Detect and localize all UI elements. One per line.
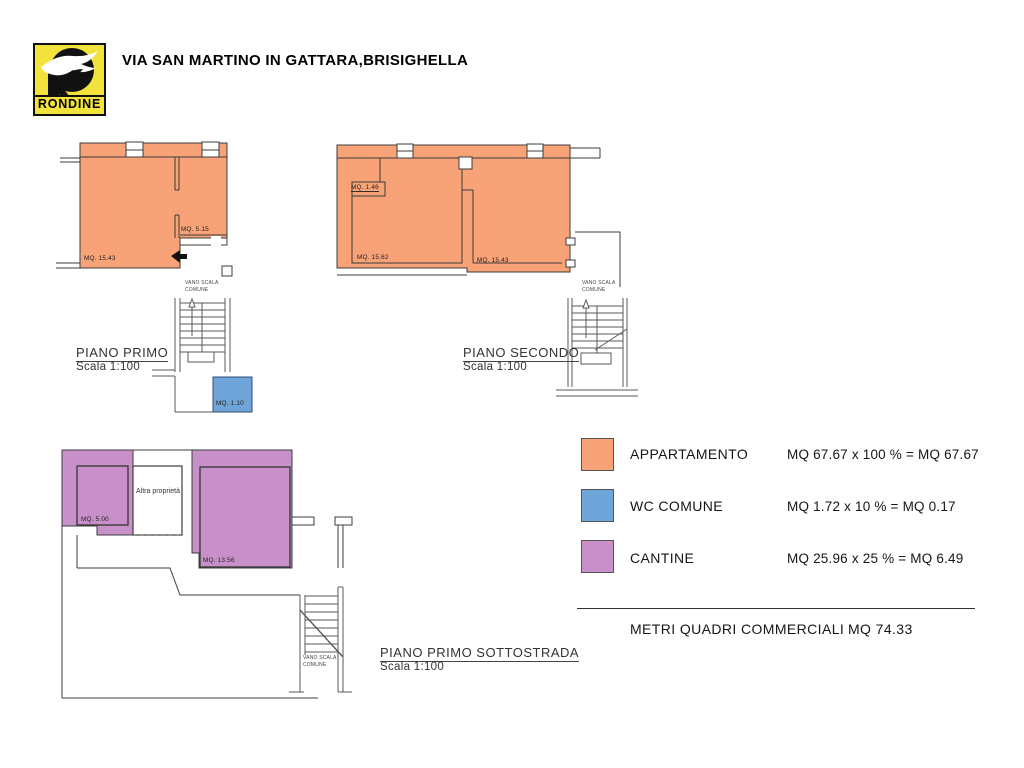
- legend-label: APPARTAMENTO: [630, 446, 749, 462]
- stairwell-label: VANO SCALA COMUNE: [582, 280, 616, 293]
- legend-swatch-cantine: [581, 540, 614, 573]
- wc-area-label: MQ. 1.10: [216, 400, 244, 407]
- other-property-label: Altra proprietà: [136, 488, 180, 495]
- legend-formula: MQ 67.67 x 100 % = MQ 67.67: [787, 447, 979, 462]
- legend-label: CANTINE: [630, 550, 695, 566]
- closet-area-label: MQ. 1.46: [351, 184, 379, 191]
- legend-formula: MQ 1.72 x 10 % = MQ 0.17: [787, 499, 956, 514]
- cantina-right-area: [192, 450, 292, 568]
- total-value: MQ 74.33: [848, 621, 913, 637]
- piano-primo-apartment-area: [80, 143, 227, 268]
- plan-title-piano-primo-sottostrada: PIANO PRIMO SOTTOSTRADA: [380, 645, 580, 660]
- legend-label: WC COMUNE: [630, 498, 724, 514]
- plan-scale: Scala 1:100: [76, 361, 141, 373]
- plan-title-piano-primo: PIANO PRIMO: [76, 345, 169, 360]
- total-label: METRI QUADRI COMMERCIALI: [630, 621, 845, 637]
- piano-secondo-apartment-area: [337, 145, 570, 272]
- legend-swatch-wc-comune: [581, 489, 614, 522]
- plan-title-piano-secondo: PIANO SECONDO: [463, 345, 580, 360]
- logo-wordmark: RONDINE: [35, 95, 104, 114]
- room-area-label: MQ. 5.00: [81, 516, 109, 523]
- legend-divider: [577, 608, 975, 609]
- legend-formula: MQ 25.96 x 25 % = MQ 6.49: [787, 551, 964, 566]
- stairwell-label: VANO SCALA COMUNE: [303, 655, 337, 668]
- stairwell-label: VANO SCALA COMUNE: [185, 280, 219, 293]
- plan-scale: Scala 1:100: [380, 661, 445, 673]
- room-area-label: MQ. 15.43: [477, 257, 509, 264]
- legend-swatch-appartamento: [581, 438, 614, 471]
- page-title: VIA SAN MARTINO IN GATTARA,BRISIGHELLA: [122, 52, 469, 69]
- plan-scale: Scala 1:100: [463, 361, 528, 373]
- room-area-label: MQ. 15.62: [357, 254, 389, 261]
- room-area-label: MQ. 15.43: [84, 255, 116, 262]
- room-area-label: MQ. 5.15: [181, 226, 209, 233]
- room-area-label: MQ. 13.56: [203, 557, 235, 564]
